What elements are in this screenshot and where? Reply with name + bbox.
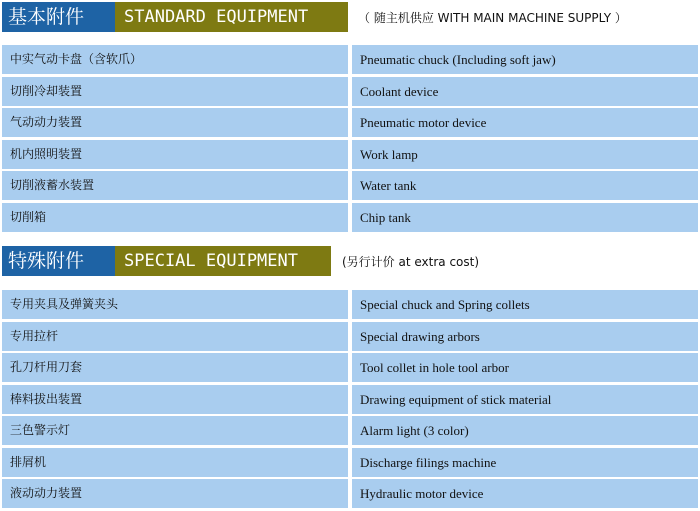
item-name-cn: 中实气动卡盘（含软爪） xyxy=(2,45,348,74)
item-name-cn: 棒料拔出装置 xyxy=(2,385,348,414)
special-title-en: SPECIAL EQUIPMENT xyxy=(115,246,331,276)
list-item xyxy=(0,45,700,77)
item-name-cn: 气动动力装置 xyxy=(2,108,348,137)
item-name-cn: 液动动力装置 xyxy=(2,479,348,508)
list-item xyxy=(0,171,700,203)
list-item xyxy=(0,322,700,354)
list-item xyxy=(0,108,700,140)
special-title-cn: 特殊附件 xyxy=(2,246,115,276)
item-name-en: Drawing equipment of stick material xyxy=(352,385,698,414)
list-item xyxy=(0,385,700,417)
item-name-cn: 专用拉杆 xyxy=(2,322,348,351)
special-note: (另行计价 at extra cost) xyxy=(342,255,480,269)
item-name-cn: 专用夹具及弹簧夹头 xyxy=(2,290,348,319)
list-item xyxy=(0,448,700,480)
item-name-en: Work lamp xyxy=(352,140,698,169)
list-item xyxy=(0,290,700,322)
list-item xyxy=(0,479,700,511)
item-name-en: Pneumatic chuck (Including soft jaw) xyxy=(352,45,698,74)
item-name-en: Special drawing arbors xyxy=(352,322,698,351)
item-name-cn: 机内照明装置 xyxy=(2,140,348,169)
item-name-cn: 三色警示灯 xyxy=(2,416,348,445)
item-name-cn: 排屑机 xyxy=(2,448,348,477)
list-item xyxy=(0,416,700,448)
list-item xyxy=(0,140,700,172)
item-name-en: Tool collet in hole tool arbor xyxy=(352,353,698,382)
item-name-cn: 切削液蓄水装置 xyxy=(2,171,348,200)
item-name-en: Special chuck and Spring collets xyxy=(352,290,698,319)
standard-equipment-list xyxy=(0,45,700,234)
item-name-en: Hydraulic motor device xyxy=(352,479,698,508)
item-name-en: Pneumatic motor device xyxy=(352,108,698,137)
standard-equipment-header xyxy=(0,2,700,32)
special-equipment-list xyxy=(0,290,700,511)
standard-title-cn: 基本附件 xyxy=(2,2,115,32)
item-name-cn: 孔刀杆用刀套 xyxy=(2,353,348,382)
item-name-cn: 切削箱 xyxy=(2,203,348,232)
list-item xyxy=(0,203,700,235)
list-item xyxy=(0,353,700,385)
standard-note: （ 随主机供应 WITH MAIN MACHINE SUPPLY ） xyxy=(358,11,627,25)
item-name-en: Alarm light (3 color) xyxy=(352,416,698,445)
item-name-cn: 切削冷却装置 xyxy=(2,77,348,106)
list-item xyxy=(0,77,700,109)
item-name-en: Water tank xyxy=(352,171,698,200)
item-name-en: Chip tank xyxy=(352,203,698,232)
standard-title-en: STANDARD EQUIPMENT xyxy=(115,2,348,32)
special-equipment-header xyxy=(0,246,700,276)
item-name-en: Coolant device xyxy=(352,77,698,106)
item-name-en: Discharge filings machine xyxy=(352,448,698,477)
